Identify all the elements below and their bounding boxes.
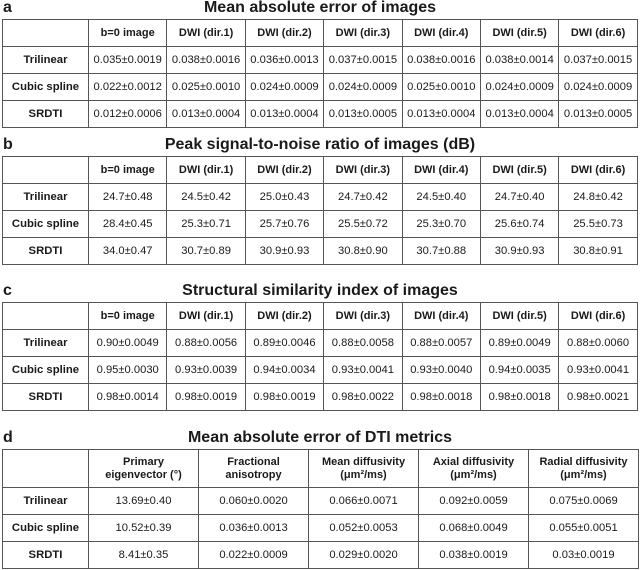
column-header: b=0 image: [89, 157, 167, 184]
column-header: [89, 450, 199, 488]
panel-c: [0, 283, 640, 413]
column-header: DWI (dir.6): [559, 157, 637, 184]
column-header: [199, 450, 309, 488]
table-cell: 25.5±0.72: [324, 211, 402, 238]
row-header: Cubic spline: [3, 357, 89, 384]
table-cell: 0.060±0.0020: [199, 488, 309, 515]
column-header: DWI (dir.1): [167, 303, 245, 330]
table-cell: 25.3±0.70: [402, 211, 480, 238]
table-cell: 0.98±0.0019: [245, 384, 323, 411]
table-cell: 0.88±0.0056: [167, 330, 245, 357]
table-cell: 0.03±0.0019: [529, 542, 639, 569]
table-cell: 25.0±0.43: [245, 184, 323, 211]
panel-title: Peak signal-to-noise ratio of images (dB): [164, 136, 476, 153]
table-cell: 0.88±0.0057: [402, 330, 480, 357]
table-cell: 0.93±0.0040: [402, 357, 480, 384]
table-cell: 0.024±0.0009: [245, 74, 323, 101]
table-cell: 24.8±0.42: [559, 184, 637, 211]
column-header: b=0 image: [89, 303, 167, 330]
table-cell: 0.024±0.0009: [324, 74, 402, 101]
table-cell: 24.7±0.40: [480, 184, 558, 211]
panel-title: Mean absolute error of DTI metrics: [187, 429, 453, 446]
table-cell: 25.7±0.76: [245, 211, 323, 238]
table-cell: 0.93±0.0041: [559, 357, 637, 384]
header-line: eigenvector (°): [105, 468, 182, 481]
corner-cell: [3, 157, 89, 184]
column-header: DWI (dir.2): [245, 157, 323, 184]
table-cell: 0.035±0.0019: [89, 47, 167, 74]
table-row: [3, 357, 638, 384]
header-line: (μm²/ms): [340, 468, 387, 481]
table-row: [3, 384, 638, 411]
header-line: (μm²/ms): [560, 468, 607, 481]
table-cell: 0.98±0.0021: [559, 384, 637, 411]
row-header: Trilinear: [3, 184, 89, 211]
column-header: DWI (dir.4): [402, 20, 480, 47]
table-cell: 8.41±0.35: [89, 542, 199, 569]
header-line: anisotropy: [225, 468, 282, 481]
table-cell: 25.5±0.73: [559, 211, 637, 238]
column-header: DWI (dir.6): [559, 303, 637, 330]
column-header: DWI (dir.2): [245, 303, 323, 330]
header-row: [3, 450, 639, 488]
row-header: SRDTI: [3, 238, 89, 265]
table-cell: 24.5±0.40: [402, 184, 480, 211]
table-cell: 0.036±0.0013: [199, 515, 309, 542]
corner-cell: [3, 20, 89, 47]
table-cell: 0.024±0.0009: [559, 74, 637, 101]
column-header: DWI (dir.5): [480, 157, 558, 184]
table-row: [3, 47, 638, 74]
table-cell: 0.013±0.0005: [559, 101, 637, 128]
column-header: b=0 image: [89, 20, 167, 47]
column-header: DWI (dir.4): [402, 303, 480, 330]
table-cell: 25.6±0.74: [480, 211, 558, 238]
table-row: [3, 488, 639, 515]
column-header: DWI (dir.3): [324, 303, 402, 330]
header-row: [3, 20, 638, 47]
panel-b: [0, 137, 640, 267]
table-cell: 30.8±0.90: [324, 238, 402, 265]
table-cell: 34.0±0.47: [89, 238, 167, 265]
table-cell: 0.025±0.0010: [167, 74, 245, 101]
corner-cell: [3, 450, 89, 488]
table-cell: 0.029±0.0020: [309, 542, 419, 569]
column-header: DWI (dir.5): [480, 20, 558, 47]
table-cell: 0.036±0.0013: [245, 47, 323, 74]
table-row: [3, 238, 638, 265]
row-header: Cubic spline: [3, 515, 89, 542]
panel-d: [0, 430, 640, 570]
table-cell: 0.037±0.0015: [559, 47, 637, 74]
table-cell: 0.013±0.0004: [167, 101, 245, 128]
table-cell: 0.052±0.0053: [309, 515, 419, 542]
column-header: [529, 450, 639, 488]
table-cell: 30.7±0.89: [167, 238, 245, 265]
header-line: Mean diffusivity: [321, 455, 406, 468]
header-line: Primary: [123, 455, 164, 468]
table-cell: 0.025±0.0010: [402, 74, 480, 101]
row-header: Cubic spline: [3, 211, 89, 238]
table-row: [3, 211, 638, 238]
table-cell: 24.5±0.42: [167, 184, 245, 211]
table-cell: 0.94±0.0035: [480, 357, 558, 384]
table-cell: 0.89±0.0046: [245, 330, 323, 357]
table-cell: 0.93±0.0039: [167, 357, 245, 384]
table-cell: 30.9±0.93: [245, 238, 323, 265]
table-row: [3, 515, 639, 542]
table-cell: 0.068±0.0049: [419, 515, 529, 542]
table-cell: 24.7±0.42: [324, 184, 402, 211]
column-header: DWI (dir.1): [167, 157, 245, 184]
table-cell: 0.94±0.0034: [245, 357, 323, 384]
table-cell: 0.013±0.0004: [245, 101, 323, 128]
row-header: Trilinear: [3, 47, 89, 74]
table-cell: 13.69±0.40: [89, 488, 199, 515]
row-header: Cubic spline: [3, 74, 89, 101]
table-row: [3, 74, 638, 101]
column-header: [309, 450, 419, 488]
panel-label: a: [3, 0, 12, 16]
header-line: Fractional: [227, 455, 280, 468]
table-cell: 0.038±0.0016: [167, 47, 245, 74]
table-cell: 10.52±0.39: [89, 515, 199, 542]
table-cell: 0.88±0.0060: [559, 330, 637, 357]
column-header: DWI (dir.5): [480, 303, 558, 330]
column-header: DWI (dir.2): [245, 20, 323, 47]
table-cell: 0.013±0.0004: [480, 101, 558, 128]
table-cell: 0.037±0.0015: [324, 47, 402, 74]
table-cell: 0.98±0.0022: [324, 384, 402, 411]
corner-cell: [3, 303, 89, 330]
table-cell: 24.7±0.48: [89, 184, 167, 211]
table-row: [3, 184, 638, 211]
table-cell: 0.013±0.0005: [324, 101, 402, 128]
table-cell: 0.075±0.0069: [529, 488, 639, 515]
table-row: [3, 101, 638, 128]
table-row: [3, 330, 638, 357]
panel-label: d: [3, 429, 13, 446]
table-cell: 0.038±0.0016: [402, 47, 480, 74]
row-header: Trilinear: [3, 488, 89, 515]
table-cell: 0.98±0.0018: [480, 384, 558, 411]
row-header: Trilinear: [3, 330, 89, 357]
column-header: DWI (dir.3): [324, 157, 402, 184]
row-header: SRDTI: [3, 384, 89, 411]
column-header: [419, 450, 529, 488]
table-cell: 0.88±0.0058: [324, 330, 402, 357]
table-cell: 0.022±0.0009: [199, 542, 309, 569]
table-cell: 0.038±0.0019: [419, 542, 529, 569]
mae-images-table: [2, 19, 638, 128]
mae-dti-metrics-table: [2, 449, 639, 569]
table-cell: 0.90±0.0049: [89, 330, 167, 357]
table-cell: 0.092±0.0059: [419, 488, 529, 515]
table-cell: 0.013±0.0004: [402, 101, 480, 128]
panel-title: Mean absolute error of images: [203, 0, 437, 16]
panel-a: [0, 0, 640, 130]
panel-title: Structural similarity index of images: [182, 282, 458, 299]
table-cell: 30.9±0.93: [480, 238, 558, 265]
table-cell: 30.8±0.91: [559, 238, 637, 265]
row-header: SRDTI: [3, 542, 89, 569]
psnr-images-table: [2, 156, 638, 265]
column-header: DWI (dir.4): [402, 157, 480, 184]
table-cell: 28.4±0.45: [89, 211, 167, 238]
panel-label: c: [3, 282, 12, 299]
header-row: [3, 157, 638, 184]
table-cell: 25.3±0.71: [167, 211, 245, 238]
table-cell: 30.7±0.88: [402, 238, 480, 265]
table-cell: 0.98±0.0019: [167, 384, 245, 411]
table-cell: 0.022±0.0012: [89, 74, 167, 101]
header-line: Radial diffusivity: [539, 455, 628, 468]
ssim-images-table: [2, 302, 638, 411]
table-cell: 0.93±0.0041: [324, 357, 402, 384]
table-cell: 0.055±0.0051: [529, 515, 639, 542]
header-line: Axial diffusivity: [432, 455, 515, 468]
column-header: DWI (dir.3): [324, 20, 402, 47]
table-cell: 0.98±0.0014: [89, 384, 167, 411]
table-cell: 0.98±0.0018: [402, 384, 480, 411]
table-cell: 0.012±0.0006: [89, 101, 167, 128]
header-line: (μm²/ms): [450, 468, 497, 481]
table-cell: 0.024±0.0009: [480, 74, 558, 101]
table-cell: 0.066±0.0071: [309, 488, 419, 515]
table-cell: 0.95±0.0030: [89, 357, 167, 384]
row-header: SRDTI: [3, 101, 89, 128]
panel-label: b: [3, 136, 13, 153]
table-cell: 0.89±0.0049: [480, 330, 558, 357]
column-header: DWI (dir.6): [559, 20, 637, 47]
header-row: [3, 303, 638, 330]
column-header: DWI (dir.1): [167, 20, 245, 47]
table-cell: 0.038±0.0014: [480, 47, 558, 74]
table-row: [3, 542, 639, 569]
